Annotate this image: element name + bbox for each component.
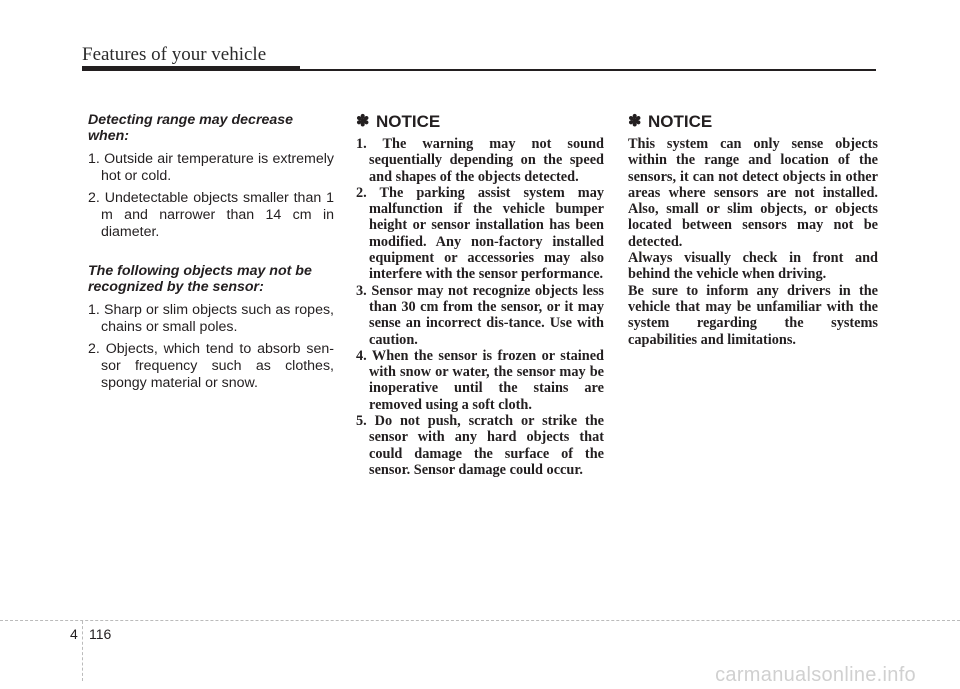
header-rule xyxy=(300,69,876,71)
notice-paragraph: Be sure to inform any drivers in the vehicle that may be unfamiliar with the system regarding the systems capabilities and limitations. xyxy=(628,282,878,348)
notice-body xyxy=(628,136,878,348)
list-item: 3. Sensor may not recognize objects less than 30 cm from the sensor, or it may sense an incorrect dis-tance. Use with caution. xyxy=(356,282,604,348)
page-number: 116 xyxy=(89,626,112,642)
list-item: 5. Do not push, scratch or strike the sensor with any hard objects that could damage the surface of the sensor. Sensor damage could occur. xyxy=(356,413,604,478)
list-item: 2. Undetectable objects smaller than 1 m and narrower than 14 cm in diameter. xyxy=(88,190,334,240)
chapter-number: 4 xyxy=(70,626,78,642)
left-column xyxy=(88,112,334,397)
list-item: 1. Sharp or slim objects such as ropes, chains or small poles. xyxy=(88,302,334,335)
list-item: 1. The warning may not sound sequentially depending on the speed and shapes of the objects detected. xyxy=(356,136,604,185)
footer-divider xyxy=(82,621,83,681)
list-item: 1. Outside air temperature is extremely hot or cold. xyxy=(88,151,334,184)
notice-paragraph: This system can only sense objects within the range and location of the sensors, it can not detect objects in other areas where sensors are not installed. Also, small or slim objects, or objects located between sensors may not be detected. xyxy=(628,136,878,250)
notice-star-icon: ✽ xyxy=(356,113,370,130)
header-title: Features of your vehicle xyxy=(82,44,267,65)
notice-column-2 xyxy=(628,112,878,348)
notice-paragraph: Always visually check in front and behind the vehicle when driving. xyxy=(628,250,878,283)
notice-star-icon: ✽ xyxy=(628,113,642,130)
footer-rule xyxy=(0,620,960,621)
objects-list xyxy=(88,302,334,392)
notice-title: NOTICE xyxy=(376,112,441,131)
notice-list xyxy=(356,136,604,478)
list-item: 2. The parking assist system may malfunction if the vehicle bumper height or sensor installation has been modified. Any non-factory installed equipment or accessories may also interfere with the sensor performance. xyxy=(356,184,604,283)
notice-heading xyxy=(356,112,604,132)
notice-column-1 xyxy=(356,112,604,478)
list-item: 2. Objects, which tend to absorb sen-sor frequency such as clothes, spongy material or snow. xyxy=(88,341,334,391)
range-heading: Detecting range may decrease when: xyxy=(88,112,294,144)
objects-heading: The following objects may not be recognized by the sensor: xyxy=(88,263,312,295)
range-list xyxy=(88,151,334,241)
notice-title: NOTICE xyxy=(648,112,713,131)
notice-heading xyxy=(628,112,878,132)
list-item: 4. When the sensor is frozen or stained with snow or water, the sensor may be inoperative until the stains are removed using a soft cloth. xyxy=(356,347,604,413)
watermark: carmanualsonline.info xyxy=(715,664,916,686)
header-bar xyxy=(82,66,300,71)
